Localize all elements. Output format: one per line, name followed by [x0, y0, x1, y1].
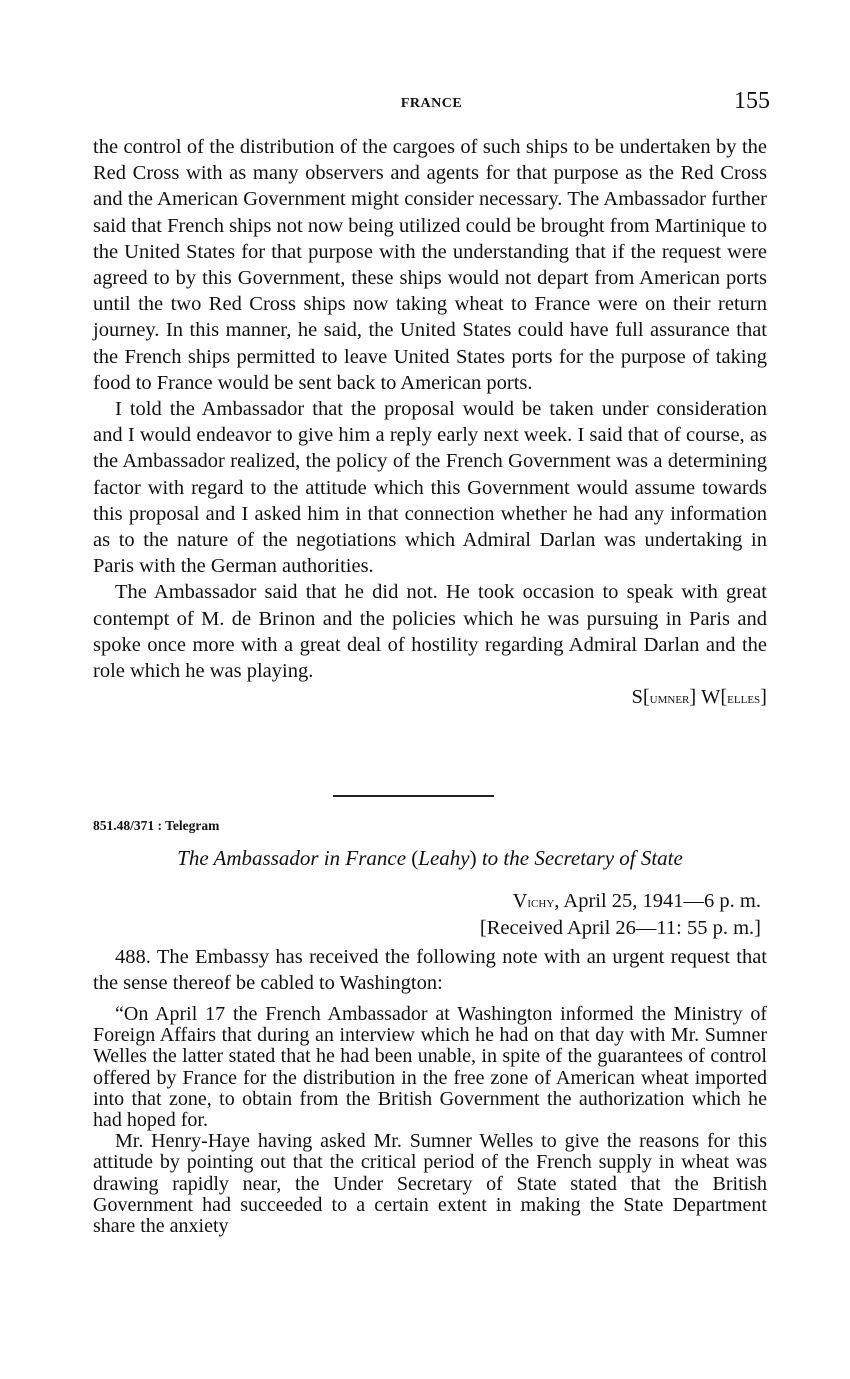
- title-name: Leahy: [418, 846, 470, 870]
- dateline-place-initial: V: [512, 890, 528, 912]
- telegram-quote: [93, 1004, 767, 1237]
- title-paren-open: (: [406, 846, 419, 870]
- memo-body: [93, 134, 767, 711]
- dateline-date: [480, 888, 761, 915]
- title-part2: to the Secretary of State: [481, 846, 683, 870]
- page-number: 155: [734, 88, 770, 114]
- memo-paragraph-2: I told the Ambassador that the proposal would be taken under consideration and I would endeavor to give him a reply early next week. I said that of course, as the Ambassador realized, the policy of the French Government was a determining factor with regard to the attitude which this Government would assume towards this proposal and I asked him in that connection whether he had any information as to the nature of the negotiations which Admiral Darlan was undertaking in Paris with the German authorities.: [93, 398, 767, 578]
- running-head: [93, 88, 770, 118]
- signature-s-initial: S[: [631, 686, 650, 709]
- telegram-intro-paragraph: 488. The Embassy has received the following note with an urgent request that the sense thereof be cabled to Washington:: [93, 946, 767, 995]
- signature-s-rest: umner: [649, 688, 690, 708]
- memo-paragraph-3: The Ambassador said that he did not. He took occasion to speak with great contempt of M. de Brinon and the policies which he was pursuing in Paris and spoke once more with a great deal of hostility regarding Admiral Darlan and the role which he was playing.: [93, 581, 767, 683]
- quote-paragraph-2: Mr. Henry-Haye having asked Mr. Sumner Welles to give the reasons for this attitude by pointing out that the critical period of the French supply in wheat was drawing rapidly near, the Under Secretary of State stated that the British Government had succeeded to a certain extent in making the State Department share the anxiety: [93, 1130, 767, 1238]
- received-note: [Received April 26—11: 55 p. m.]: [479, 917, 761, 939]
- title-part1: The Ambassador in France: [177, 846, 407, 870]
- dateline: [480, 888, 761, 941]
- telegram-intro: [93, 944, 767, 996]
- signature: [93, 684, 767, 711]
- document-title: [93, 846, 767, 871]
- section-divider: [333, 795, 494, 797]
- file-number: 851.48/371 : Telegram: [93, 818, 220, 833]
- title-paren-close: ): [469, 846, 482, 870]
- signature-end: ]: [760, 686, 767, 709]
- running-title: FRANCE: [400, 96, 463, 111]
- dateline-place-rest: ichy: [527, 892, 555, 911]
- memo-paragraph-1: the control of the distribution of the cargoes of such ships to be undertaken by the Red Cross with as many observers and agents for that purpose as the Red Cross and the American Government might consider necessary. The Ambassador further said that French ships not now being utilized could be brought from Martinique to the United States for that purpose with the understanding that if the request were agreed to by this Government, these ships would not depart from American ports until the two Red Cross ships now taking wheat to France were on their return journey. In this manner, he said, the United States could have full assurance that the French ships permitted to leave United States ports for the purpose of taking food to France would be sent back to American ports.: [93, 136, 767, 394]
- quote-paragraph-1: “On April 17 the French Ambassador at Washington informed the Ministry of Foreign Affairs that during an interview which he had on that day with Mr. Sumner Welles the latter stated that he had been unable, in spite of the guarantees of control offered by France for the distribution in the free zone of American wheat imported into that zone, to obtain from the British Government the authorization which he had hoped for.: [93, 1003, 767, 1132]
- signature-w-rest: elles: [727, 688, 761, 708]
- signature-mid: ] W[: [689, 686, 728, 709]
- dateline-date-text: , April 25, 1941—6 p. m.: [554, 890, 761, 912]
